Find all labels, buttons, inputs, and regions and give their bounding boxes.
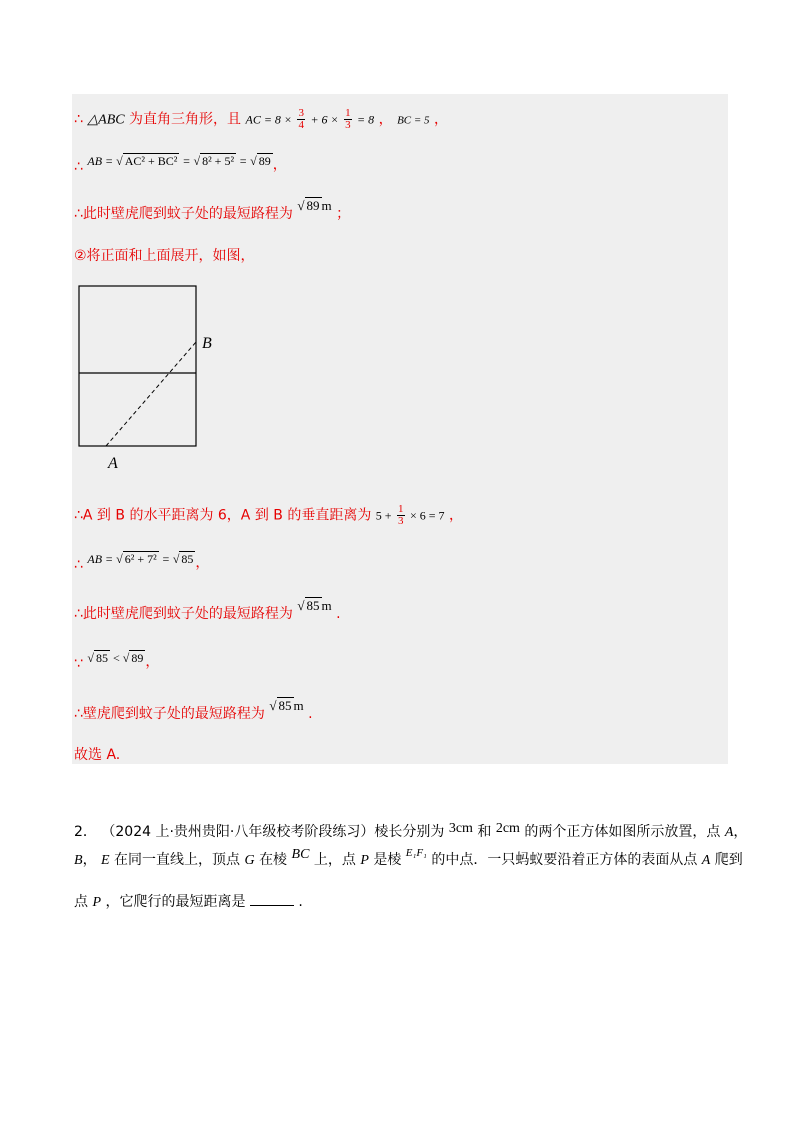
question-text-2a: 在同一直线上，顶点 <box>114 852 241 868</box>
equals: = <box>179 154 194 168</box>
expr-right: × 6 = 7 <box>409 508 445 523</box>
sqrt-89: √ 89 <box>122 651 144 665</box>
bc-expr: BC = 5 <box>397 114 430 127</box>
fraction-3-4: $\frac{3}{4}$ <box>298 107 304 131</box>
solution-line-9 <box>74 698 313 723</box>
question-text-3a: 点 <box>74 894 88 910</box>
sqrt-85-m: √ 85 m <box>269 698 304 713</box>
point-g: G <box>244 853 255 868</box>
semicolon: ； <box>336 206 351 222</box>
period: . <box>336 606 341 622</box>
solution-line-7 <box>74 598 341 623</box>
question-text-2b: 在棱 <box>259 852 288 868</box>
sqrt-89: √ 89 <box>250 154 271 168</box>
question-text-2d: 是棱 <box>373 852 402 868</box>
therefore-symbol: ∴ <box>74 111 83 128</box>
edge-bc: BC <box>291 847 310 862</box>
ac-expr-mid: + 6 × <box>310 112 339 127</box>
point-b: B <box>74 853 83 868</box>
shortest-path-text: ∴此时壁虎爬到蚊子处的最短路程为 <box>74 606 293 622</box>
question-text-2f: 爬到 <box>714 852 743 868</box>
ab-lhs: AB = <box>87 552 117 566</box>
question-text-2e: 的中点．一只蚂蚁要沿着正方体的表面从点 <box>431 852 698 868</box>
fraction-1-3: $\frac{1}{3}$ <box>345 107 351 131</box>
question-text-1: 的两个正方体如图所示放置，点 <box>524 824 721 840</box>
length-3cm: 3cm <box>448 821 473 836</box>
because-symbol: ∵ <box>74 656 83 672</box>
figure-outer-rect <box>79 286 196 446</box>
comma: ， <box>378 111 393 128</box>
equals: = <box>236 154 251 168</box>
label-b: B <box>202 335 212 352</box>
therefore-symbol: ∴ <box>74 557 83 573</box>
question-text-2c: 上，点 <box>313 852 356 868</box>
question-source: （2024 上·贵州贵阳·八年级校考阶段练习）棱长分别为 <box>101 824 445 840</box>
sqrt-ac2-bc2: √ AC² + BC² <box>116 154 178 168</box>
equals: = <box>158 552 173 566</box>
point-p: P <box>92 895 102 910</box>
sqrt-85: √ 85 <box>87 651 108 665</box>
unfolded-figure <box>70 280 230 470</box>
answer-blank[interactable] <box>250 891 294 906</box>
question-text-3b: ，它爬行的最短距离是 <box>105 894 246 910</box>
text-right-triangle: 为直角三角形，且 <box>129 111 242 128</box>
ab-lhs: AB = <box>87 154 117 168</box>
period: . <box>308 706 313 722</box>
sqrt-8-5: √ 8² + 5² <box>193 154 235 168</box>
solution-line-3 <box>74 198 351 223</box>
question-line-1 <box>74 823 747 842</box>
point-e: E <box>101 853 110 868</box>
shortest-path-text: ∴此时壁虎爬到蚊子处的最短路程为 <box>74 206 293 222</box>
sqrt-89-m: √ 89 m <box>297 198 332 213</box>
solution-line-4: ②将正面和上面展开，如图， <box>74 248 255 264</box>
less-than: < <box>109 651 123 665</box>
solution-line-1 <box>74 108 448 131</box>
solution-line-5 <box>74 504 463 527</box>
distance-text: ∴A 到 B 的水平距离为 6，A 到 B 的垂直距离为 <box>74 507 372 524</box>
solution-line-2 <box>74 152 287 175</box>
question-line-3 <box>74 891 303 912</box>
solution-line-10: 故选 A. <box>74 747 121 763</box>
comma: ， <box>448 507 463 524</box>
comma: ， <box>272 157 287 173</box>
comma: ， <box>733 824 748 840</box>
point-a: A <box>701 853 711 868</box>
label-a: A <box>108 455 118 470</box>
comma: ， <box>82 852 97 868</box>
ac-expr-left: AC = 8 × <box>245 112 293 127</box>
expr-left: 5 + <box>375 508 392 523</box>
edge-e1f1: E₁F₁ <box>405 847 427 859</box>
comma: ， <box>145 654 160 670</box>
point-a: A <box>724 825 734 840</box>
solution-line-8 <box>74 649 160 672</box>
and-text: 和 <box>477 824 492 840</box>
ac-expr-right: = 8 <box>357 112 375 127</box>
sqrt-85-m: √ 85 m <box>297 598 332 613</box>
comma: ， <box>434 111 448 128</box>
comma: ， <box>195 555 210 571</box>
period: . <box>298 894 303 910</box>
sqrt-85: √ 85 <box>172 552 194 566</box>
dashed-path-ab <box>106 342 196 446</box>
length-2cm: 2cm <box>495 821 520 836</box>
question-number: 2． <box>74 824 97 840</box>
triangle-abc: △ABC <box>87 112 125 128</box>
shortest-path-text: ∴壁虎爬到蚊子处的最短路程为 <box>74 706 265 722</box>
therefore-symbol: ∴ <box>74 159 83 175</box>
point-p: P <box>360 853 369 868</box>
question-line-2 <box>74 847 743 870</box>
sqrt-6-7: √ 6² + 7² <box>116 552 157 566</box>
solution-line-6 <box>74 550 210 573</box>
fraction-1-3-b: $\frac{1}{3}$ <box>398 503 404 527</box>
